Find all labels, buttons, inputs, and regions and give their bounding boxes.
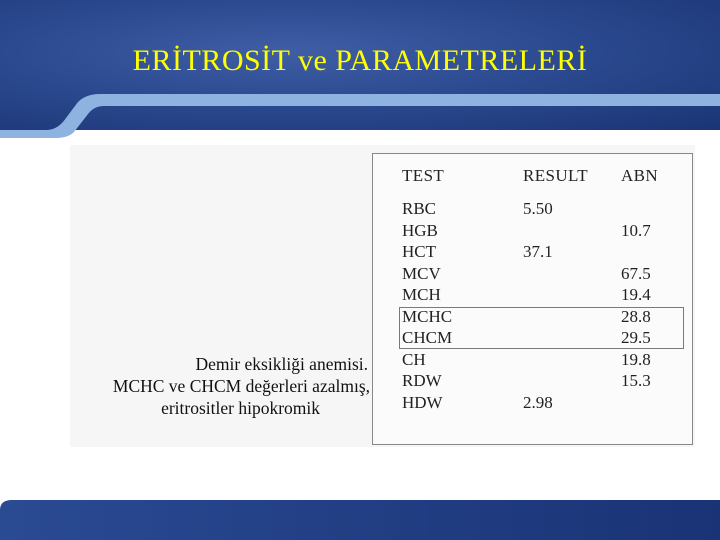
blood-count-figure xyxy=(70,145,695,447)
test-name: MCV xyxy=(402,263,441,283)
table-row xyxy=(373,242,692,264)
column-header-test: TEST xyxy=(402,166,445,185)
test-name: CH xyxy=(402,349,426,369)
results-table xyxy=(372,153,693,445)
abn-value: 10.7 xyxy=(621,220,651,240)
table-row xyxy=(373,350,692,372)
column-header-abn: ABN xyxy=(621,166,659,185)
column-header-result: RESULT xyxy=(523,166,589,185)
test-name: HCT xyxy=(402,242,436,261)
highlight-box-mchc-chcm xyxy=(399,307,684,349)
table-row xyxy=(373,264,692,286)
result-value: 2.98 xyxy=(523,392,553,412)
test-name: HGB xyxy=(402,220,438,240)
caption-line: Demir eksikliği anemisi. xyxy=(195,354,368,374)
test-name: MCH xyxy=(402,285,441,304)
abn-value: 19.4 xyxy=(621,285,651,304)
table-row xyxy=(373,393,692,415)
test-name: RDW xyxy=(402,371,442,390)
abn-value: 29.5 xyxy=(621,328,651,347)
caption-line: eritrositler hipokromik xyxy=(161,398,320,418)
test-name: MCHC xyxy=(402,306,453,326)
slide-title: ERİTROSİT ve PARAMETRELERİ xyxy=(132,44,588,77)
figure-caption xyxy=(80,353,370,419)
test-name: RBC xyxy=(402,199,437,218)
table-row xyxy=(373,199,692,221)
footer-band xyxy=(0,496,720,540)
table-row xyxy=(373,371,692,393)
result-value: 5.50 xyxy=(523,199,553,218)
table-row xyxy=(373,221,692,243)
abn-value: 28.8 xyxy=(621,306,651,326)
header-swoosh xyxy=(0,88,720,138)
caption-line: MCHC ve CHCM değerleri azalmış, xyxy=(112,376,370,396)
abn-value: 15.3 xyxy=(621,371,651,390)
table-row xyxy=(373,285,692,307)
abn-value: 19.8 xyxy=(621,349,651,369)
test-name: CHCM xyxy=(402,328,453,347)
result-value: 37.1 xyxy=(523,242,553,261)
test-name: HDW xyxy=(402,392,443,412)
abn-value: 67.5 xyxy=(621,263,651,283)
